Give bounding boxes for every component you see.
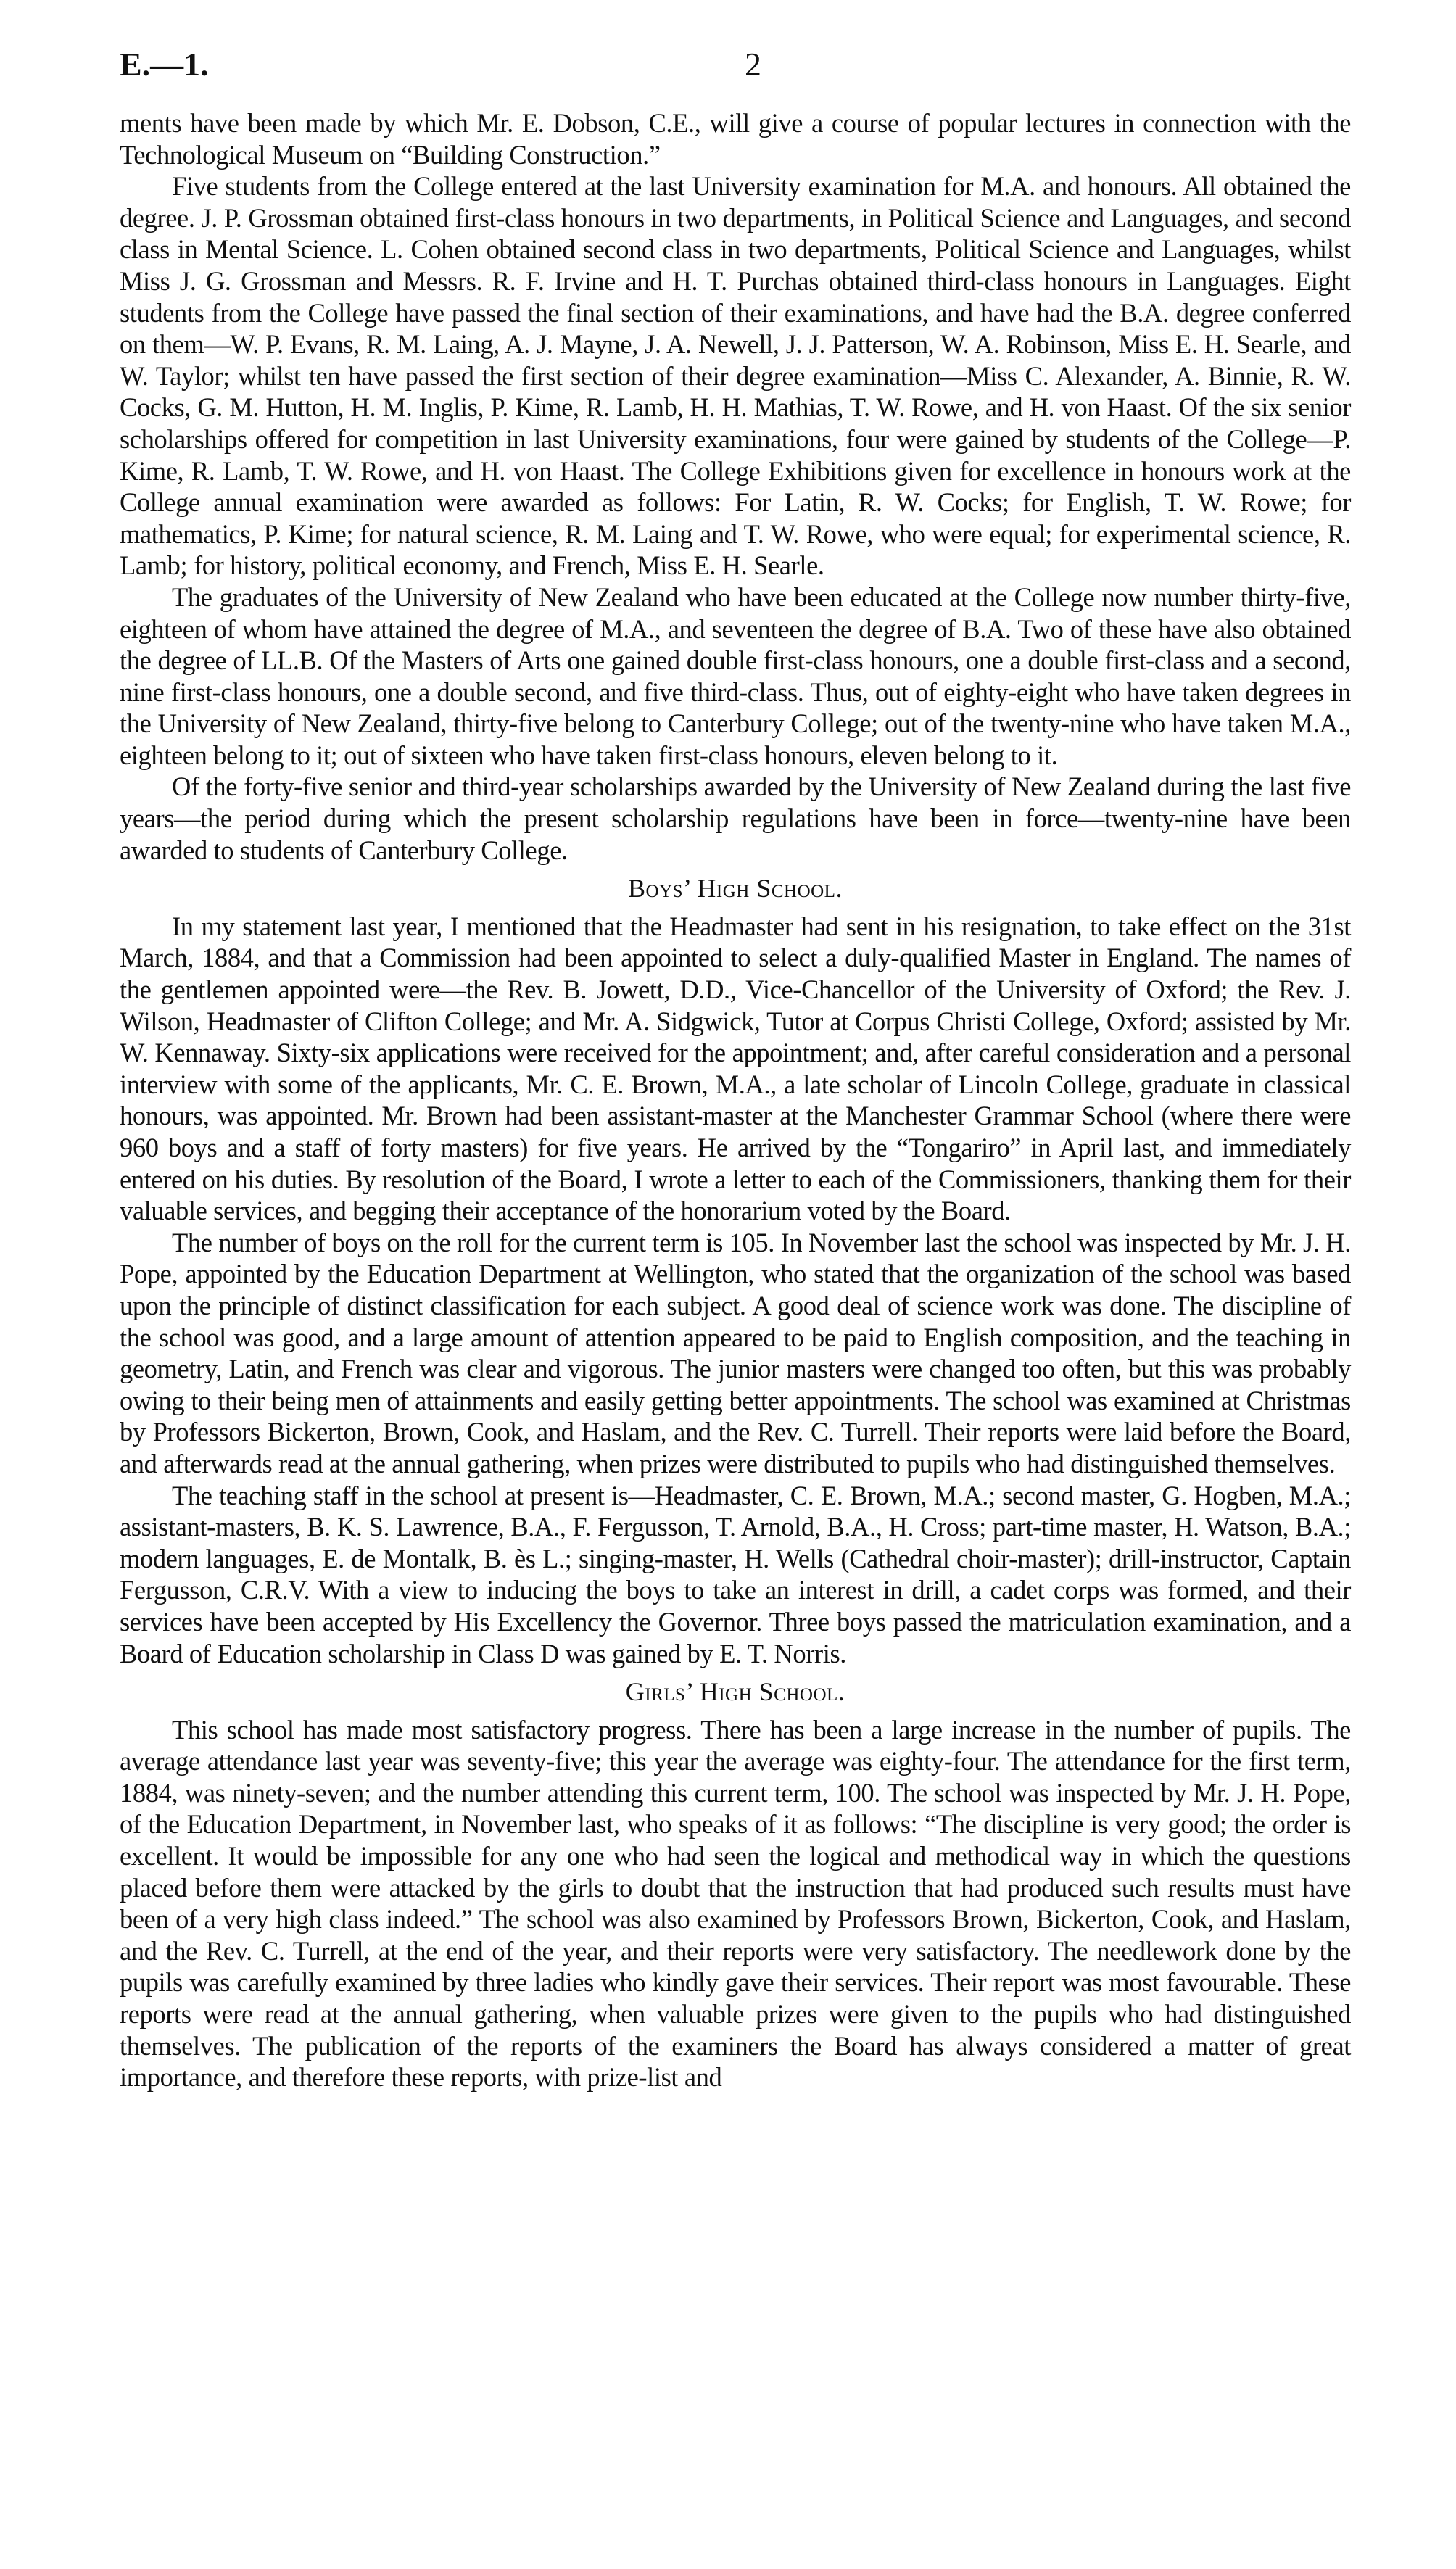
paragraph: The teaching staff in the school at present is—Headmaster, C. E. Brown, M.A.; second master, G. Hogben, M.A.; assistant-masters, B. K. S. Lawrence, B.A., F. Fergusson, T. Arnold, B.A., H. Cross; part-time master, H. Watson, B.A.; modern languages, E. de Montalk, B. ès L.; singing-master, H. Wells (Cathedral choir-master); drill-instructor, Captain Fergusson, C.R.V. With a view to inducing the boys to take an interest in drill, a cadet corps was formed, and their services have been accepted by His Excellency the Governor. Three boys passed the matriculation examination, and a Board of Education scholarship in Class D was gained by E. T. Norris. xyxy=(120,1480,1351,1668)
page-number: 2 xyxy=(745,46,761,83)
document-code: E.—1. xyxy=(120,46,209,83)
page-body xyxy=(120,107,1351,2093)
page-header xyxy=(120,45,1351,88)
section-heading-boys-high-school: Boys’ High School. xyxy=(628,874,843,903)
paragraph: Five students from the College entered at the last University examination for M.A. and honours. All obtained the degree. J. P. Grossman obtained first-class honours in two departments, in Political Science and Languages, and second class in Mental Science. L. Cohen obtained second class in two departments, Political Science and Languages, whilst Miss J. G. Grossman and Messrs. R. F. Irvine and H. T. Purchas obtained third-class honours in Languages. Eight students from the College have passed the final section of their examinations, and have had the B.A. degree conferred on them—W. P. Evans, R. M. Laing, A. J. Mayne, J. A. Newell, J. J. Patterson, W. A. Robinson, Miss E. H. Searle, and W. Taylor; whilst ten have passed the first section of their degree examination—Miss C. Alexander, A. Binnie, R. W. Cocks, G. M. Hutton, H. M. Inglis, P. Kime, R. Lamb, H. H. Mathias, T. W. Rowe, and H. von Haast. Of the six senior scholarships offered for competition in last University examinations, four were gained by students of the College—P. Kime, R. Lamb, T. W. Rowe, and H. von Haast. The College Exhibitions given for excellence in honours work at the College annual examination were awarded as follows: For Latin, R. W. Cocks; for English, T. W. Rowe; for mathematics, P. Kime; for natural science, R. M. Laing and T. W. Rowe, who were equal; for experimental science, R. Lamb; for history, political economy, and French, Miss E. H. Searle. xyxy=(120,171,1351,581)
paragraph: The number of boys on the roll for the current term is 105. In November last the school was inspected by Mr. J. H. Pope, appointed by the Education Department at Wellington, who stated that the organization of the school was based upon the principle of distinct classification for each subject. A good deal of science work was done. The discipline of the school was good, and a large amount of attention appeared to be paid to English composition, and the teaching in geometry, Latin, and French was clear and vigorous. The junior masters were changed too often, but this was probably owing to their being men of attainments and easily getting better appointments. The school was examined at Christmas by Professors Bickerton, Brown, Cook, and Haslam, and the Rev. C. Turrell. Their reports were laid before the Board, and afterwards read at the annual gathering, when prizes were distributed to pupils who had distinguished themselves. xyxy=(120,1227,1351,1478)
paragraph: This school has made most satisfactory progress. There has been a large increase in the number of pupils. The average attendance last year was seventy-five; this year the average was eighty-four. The attendance for the first term, 1884, was ninety-seven; and the number attending this current term, 100. The school was inspected by Mr. J. H. Pope, of the Education Department, in November last, who speaks of it as follows: “The discipline is very good; the order is excellent. It would be impossible for any one who had seen the logical and methodical way in which the questions placed before them were attacked by the girls to doubt that the instruction that had produced such results must have been of a very high class indeed.” The school was also examined by Professors Brown, Bickerton, Cook, and Haslam, and the Rev. C. Turrell, at the end of the year, and their reports were very satisfactory. The needlework done by the pupils was carefully examined by three ladies who kindly gave their services. Their report was most favourable. These reports were read at the annual gathering, when valuable prizes were given to the pupils who had distinguished themselves. The publication of the reports of the examiners the Board has always considered a matter of great importance, and therefore these reports, with prize-list and xyxy=(120,1714,1351,2093)
paragraph: In my statement last year, I mentioned that the Headmaster had sent in his resignation, to take effect on the 31st March, 1884, and that a Commission had been appointed to select a duly-qualified Master in England. The names of the gentlemen appointed were—the Rev. B. Jowett, D.D., Vice-Chancellor of the University of Oxford; the Rev. J. Wilson, Headmaster of Clifton College; and Mr. A. Sidgwick, Tutor at Corpus Christi College, Oxford; assisted by Mr. W. Kennaway. Sixty-six applications were received for the appointment; and, after careful consideration and a personal interview with some of the applicants, Mr. C. E. Brown, M.A., a late scholar of Lincoln College, graduate in classical honours, was appointed. Mr. Brown had been assistant-master at the Manchester Grammar School (where there were 960 boys and a staff of forty masters) for five years. He arrived by the “Tongariro” in April last, and immediately entered on his duties. By resolution of the Board, I wrote a letter to each of the Commissioners, thanking them for their valuable services, and begging their acceptance of the honorarium voted by the Board. xyxy=(120,911,1351,1226)
section-heading-girls-high-school: Girls’ High School. xyxy=(625,1677,845,1707)
paragraph: Of the forty-five senior and third-year scholarships awarded by the University of New Zealand during the last five years—the period during which the present scholarship regulations have been in force—twenty-nine have been awarded to students of Canterbury College. xyxy=(120,771,1351,865)
paragraph: ments have been made by which Mr. E. Dobson, C.E., will give a course of popular lectures in connection with the Technological Museum on “Building Construction.” xyxy=(120,108,1351,170)
paragraph: The graduates of the University of New Zealand who have been educated at the College now number thirty-five, eighteen of whom have attained the degree of M.A., and seventeen the degree of B.A. Two of these have also obtained the degree of LL.B. Of the Masters of Arts one gained double first-class honours, one a double first-class and a second, nine first-class honours, one a double second, and five third-class. Thus, out of eighty-eight who have taken degrees in the University of New Zealand, thirty-five belong to Canterbury College; out of the twenty-nine who have taken M.A., eighteen belong to it; out of sixteen who have taken first-class honours, eleven belong to it. xyxy=(120,582,1351,770)
